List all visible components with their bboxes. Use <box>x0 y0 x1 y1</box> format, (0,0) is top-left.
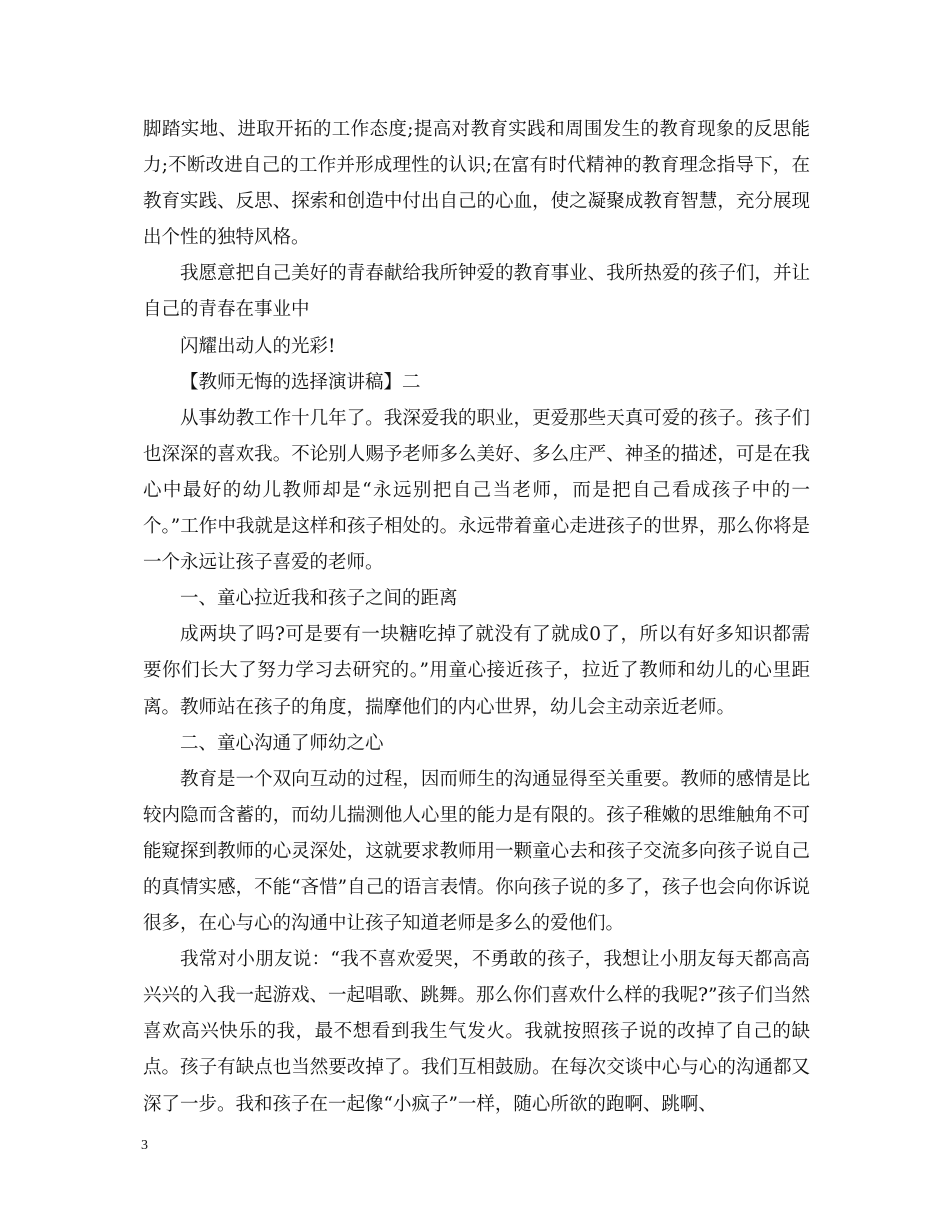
paragraph-7: 成两块了吗?可是要有一块糖吃掉了就没有了就成0了，所以有好多知识都需要你们长大了努力学习去研究的。”用童心接近孩子，拉近了教师和幼儿的心里距离。教师站在孩子的角度，揣摩他们的内心世界，幼儿会主动亲近老师。 <box>143 624 810 718</box>
paragraph-9: 教育是一个双向互动的过程，因而师生的沟通显得至关重要。教师的感情是比较内隐而含蓄的，而幼儿揣测他人心里的能力是有限的。孩子稚嫩的思维触角不可能窥探到教师的心灵深处，这就要求教师用一颗童心去和孩子交流多向孩子说自己的真情实感，不能“吝惜”自己的语言表情。你向孩子说的多了，孩子也会向你诉说很多，在心与心的沟通中让孩子知道老师是多么的爱他们。 <box>143 768 810 935</box>
page-number: 3 <box>141 1138 148 1153</box>
paragraph-3: 闪耀出动人的光彩! <box>180 335 336 357</box>
subheading-one: 一、童心拉近我和孩子之间的距离 <box>180 588 458 610</box>
paragraph-1: 脚踏实地、进取开拓的工作态度;提高对教育实践和周围发生的教育现象的反思能力;不断改进自己的工作并形成理性的认识;在富有时代精神的教育理念指导下，在教育实践、反思、探索和创造中付出自己的心血，使之凝聚成教育智慧，充分展现出个性的独特风格。 <box>143 119 810 249</box>
document-body <box>143 112 810 1123</box>
section-heading-speech-two: 【教师无悔的选择演讲稿】二 <box>180 371 421 393</box>
paragraph-10: 我常对小朋友说：“我不喜欢爱哭，不勇敢的孩子，我想让小朋友每天都高高兴兴的入我一起游戏、一起唱歌、跳舞。那么你们喜欢什么样的我呢?”孩子们当然喜欢高兴快乐的我，最不想看到我生气发火。我就按照孩子说的改掉了自己的缺点。孩子有缺点也当然要改掉了。我们互相鼓励。在每次交谈中心与心的沟通都又深了一步。我和孩子在一起像“小疯子”一样，随心所欲的跑啊、跳啊、 <box>143 949 810 1115</box>
subheading-two: 二、童心沟通了师幼之心 <box>180 732 384 754</box>
paragraph-2: 我愿意把自己美好的青春献给我所钟爱的教育事业、我所热爱的孩子们，并让自己的青春在事业中 <box>143 263 810 321</box>
paragraph-5: 从事幼教工作十几年了。我深爱我的职业，更爱那些天真可爱的孩子。孩子们也深深的喜欢我。不论别人赐予老师多么美好、多么庄严、神圣的描述，可是在我心中最好的幼儿教师却是“永远别把自己当老师，而是把自己看成孩子中的一个。”工作中我就是这样和孩子相处的。永远带着童心走进孩子的世界，那么你将是一个永远让孩子喜爱的老师。 <box>143 407 810 574</box>
